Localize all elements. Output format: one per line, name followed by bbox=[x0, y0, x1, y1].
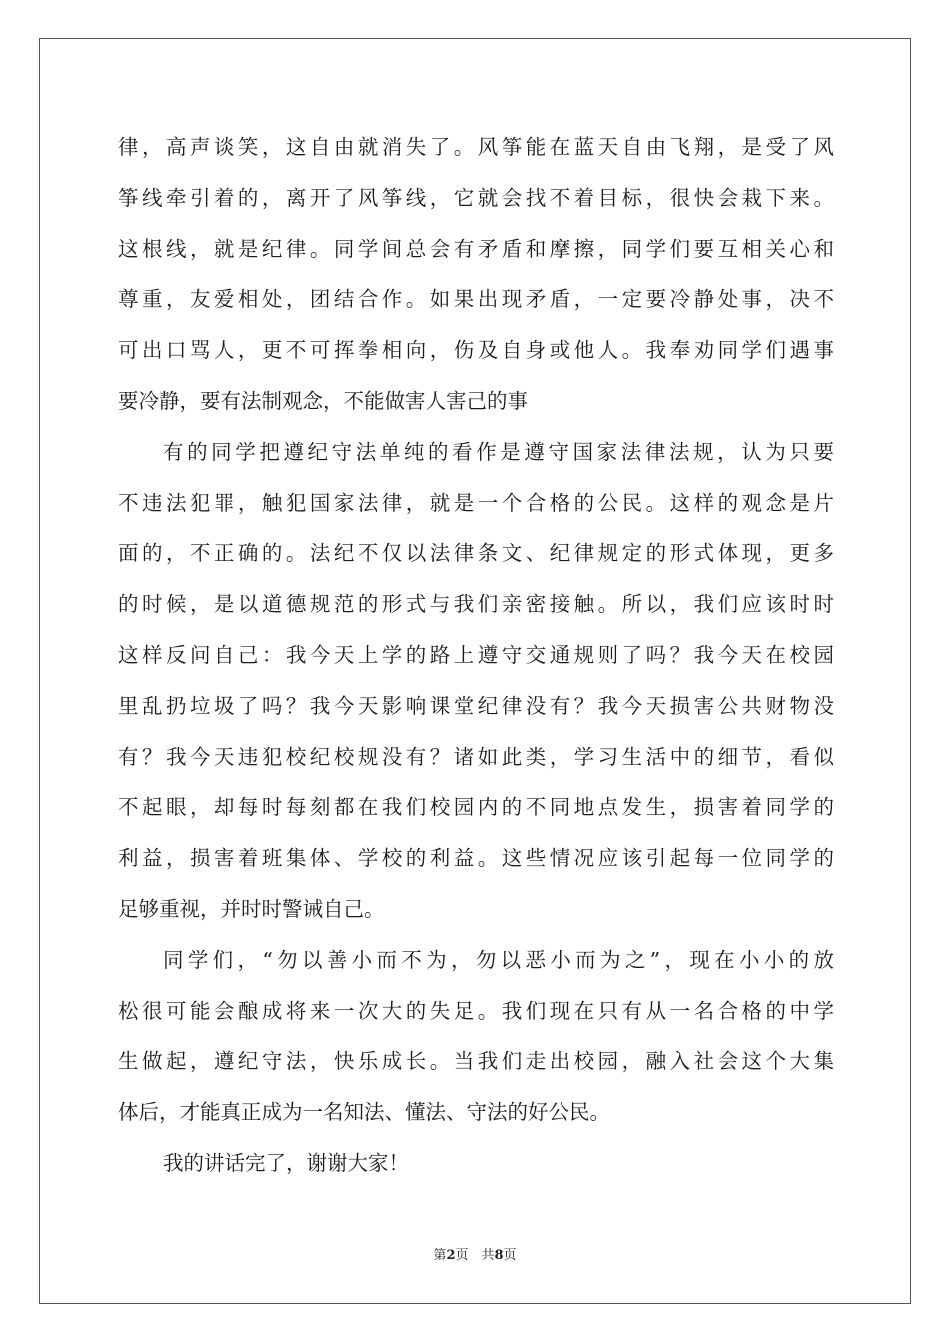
text-line: 这根线，就是纪律。同学间总会有矛盾和摩擦，同学们要互相关心和 bbox=[118, 236, 834, 261]
footer-middle: 页 共 bbox=[455, 1248, 495, 1263]
text-line: 足够重视，并时时警诫自己。 bbox=[118, 896, 385, 921]
footer-prefix: 第 bbox=[433, 1248, 447, 1263]
total-pages-number: 8 bbox=[494, 1248, 504, 1263]
text-line: 这样反问自己：我今天上学的路上遵守交通规则了吗？我今天在校园 bbox=[118, 642, 834, 667]
text-line: 律，高声谈笑，这自由就消失了。风筝能在蓝天自由飞翔，是受了风 bbox=[118, 135, 834, 159]
paragraph-start-line: 有的同学把遵纪守法单纯的看作是遵守国家法律法规，认为只要 bbox=[163, 439, 834, 464]
document-body bbox=[118, 122, 834, 1189]
footer-suffix: 页 bbox=[503, 1248, 517, 1263]
current-page-number: 2 bbox=[446, 1248, 456, 1263]
page-footer bbox=[0, 1244, 950, 1263]
text-line: 体后，才能真正成为一名知法、懂法、守法的好公民。 bbox=[118, 1100, 610, 1125]
text-line: 面的，不正确的。法纪不仅以法律条文、纪律规定的形式体现，更多 bbox=[118, 541, 834, 566]
text-line: 生做起，遵纪守法，快乐成长。当我们走出校园，融入社会这个大集 bbox=[118, 1049, 834, 1074]
text-line: 尊重，友爱相处，团结合作。如果出现矛盾，一定要冷静处事，决不 bbox=[118, 287, 834, 312]
text-line: 可出口骂人，更不可挥拳相向，伤及自身或他人。我奉劝同学们遇事 bbox=[118, 338, 834, 363]
paragraph-start-line: 同学们，“勿以善小而不为，勿以恶小而为之”，现在小小的放 bbox=[163, 947, 834, 972]
paragraph-start-line: 我的讲话完了，谢谢大家！ bbox=[163, 1150, 409, 1175]
text-line: 松很可能会酿成将来一次大的失足。我们现在只有从一名合格的中学 bbox=[118, 998, 834, 1023]
text-line: 的时候，是以道德规范的形式与我们亲密接触。所以，我们应该时时 bbox=[118, 592, 834, 617]
text-line: 不违法犯罪，触犯国家法律，就是一个合格的公民。这样的观念是片 bbox=[118, 490, 834, 515]
text-line: 有？我今天违犯校纪校规没有？诸如此类，学习生活中的细节，看似 bbox=[118, 744, 834, 769]
text-line: 不起眼，却每时每刻都在我们校园内的不同地点发生，损害着同学的 bbox=[118, 795, 834, 820]
text-line: 筝线牵引着的，离开了风筝线，它就会找不着目标，很快会栽下来。 bbox=[118, 185, 834, 210]
text-line: 要冷静，要有法制观念，不能做害人害己的事 bbox=[118, 388, 528, 413]
text-line: 利益，损害着班集体、学校的利益。这些情况应该引起每一位同学的 bbox=[118, 846, 834, 871]
text-line: 里乱扔垃圾了吗？我今天影响课堂纪律没有？我今天损害公共财物没 bbox=[118, 693, 834, 718]
